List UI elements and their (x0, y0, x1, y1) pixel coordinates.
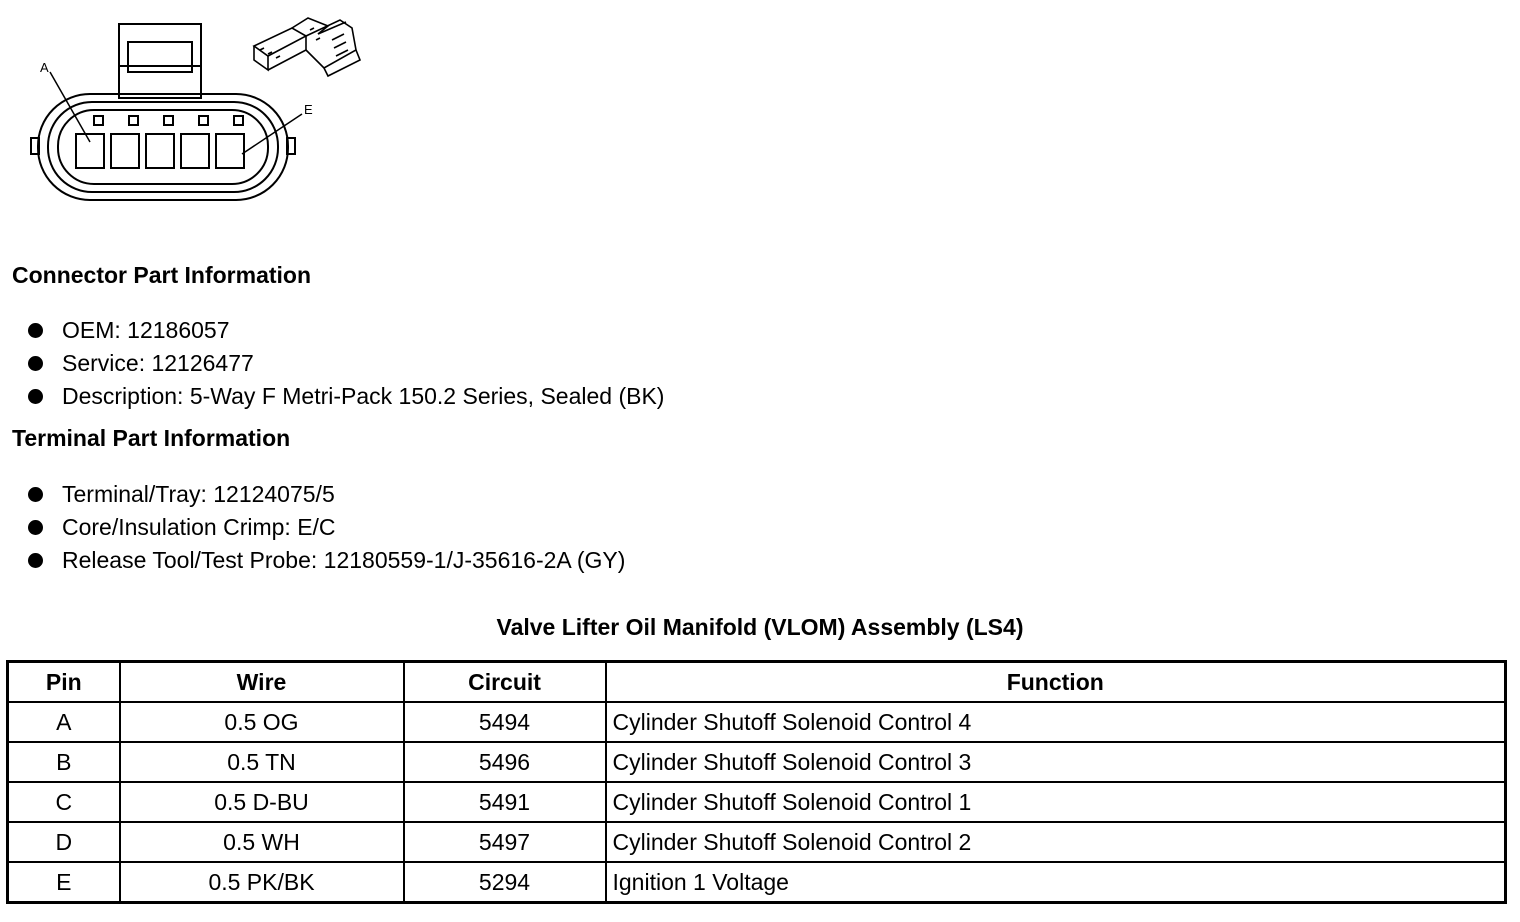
pinout-table (6, 660, 1507, 904)
pin-e-label: E (304, 102, 313, 117)
cell-wire: 0.5 WH (120, 822, 404, 862)
header-circuit: Circuit (404, 662, 606, 703)
bullet-icon (28, 487, 43, 502)
terminal-part-info-heading: Terminal Part Information (12, 425, 291, 451)
cell-wire: 0.5 PK/BK (120, 862, 404, 903)
cell-circuit: 5491 (404, 782, 606, 822)
cell-circuit: 5497 (404, 822, 606, 862)
pin-a-label: A (40, 60, 49, 75)
cell-circuit: 5294 (404, 862, 606, 903)
cell-pin: C (8, 782, 120, 822)
cell-wire: 0.5 OG (120, 702, 404, 742)
cell-pin: B (8, 742, 120, 782)
cell-function: Cylinder Shutoff Solenoid Control 2 (606, 822, 1506, 862)
cell-circuit: 5494 (404, 702, 606, 742)
list-item: Core/Insulation Crimp: E/C (26, 511, 625, 544)
terminal-part-info-list (26, 478, 625, 577)
list-item: Service: 12126477 (26, 347, 664, 380)
header-pin: Pin (8, 662, 120, 703)
connector-part-info-list (26, 314, 664, 413)
list-item: Release Tool/Test Probe: 12180559-1/J-35616-2A (GY) (26, 544, 625, 577)
connector-isometric-icon (248, 10, 368, 88)
table-row (8, 782, 1506, 822)
table-row (8, 862, 1506, 903)
cell-function: Cylinder Shutoff Solenoid Control 3 (606, 742, 1506, 782)
list-item: Description: 5-Way F Metri-Pack 150.2 Series, Sealed (BK) (26, 380, 664, 413)
bullet-icon (28, 553, 43, 568)
table-header-row (8, 662, 1506, 703)
table-row (8, 822, 1506, 862)
cell-pin: A (8, 702, 120, 742)
cell-wire: 0.5 TN (120, 742, 404, 782)
cell-pin: D (8, 822, 120, 862)
bullet-icon (28, 323, 43, 338)
table-title: Valve Lifter Oil Manifold (VLOM) Assembly (LS4) (496, 614, 1024, 640)
cell-function: Ignition 1 Voltage (606, 862, 1506, 903)
table-row (8, 742, 1506, 782)
table-row (8, 702, 1506, 742)
list-item: OEM: 12186057 (26, 314, 664, 347)
cell-wire: 0.5 D-BU (120, 782, 404, 822)
cell-function: Cylinder Shutoff Solenoid Control 4 (606, 702, 1506, 742)
cell-pin: E (8, 862, 120, 903)
bullet-icon (28, 520, 43, 535)
cell-function: Cylinder Shutoff Solenoid Control 1 (606, 782, 1506, 822)
list-item: Terminal/Tray: 12124075/5 (26, 478, 625, 511)
cell-circuit: 5496 (404, 742, 606, 782)
bullet-icon (28, 389, 43, 404)
connector-part-info-heading: Connector Part Information (12, 262, 312, 288)
header-wire: Wire (120, 662, 404, 703)
bullet-icon (28, 356, 43, 371)
header-function: Function (606, 662, 1506, 703)
